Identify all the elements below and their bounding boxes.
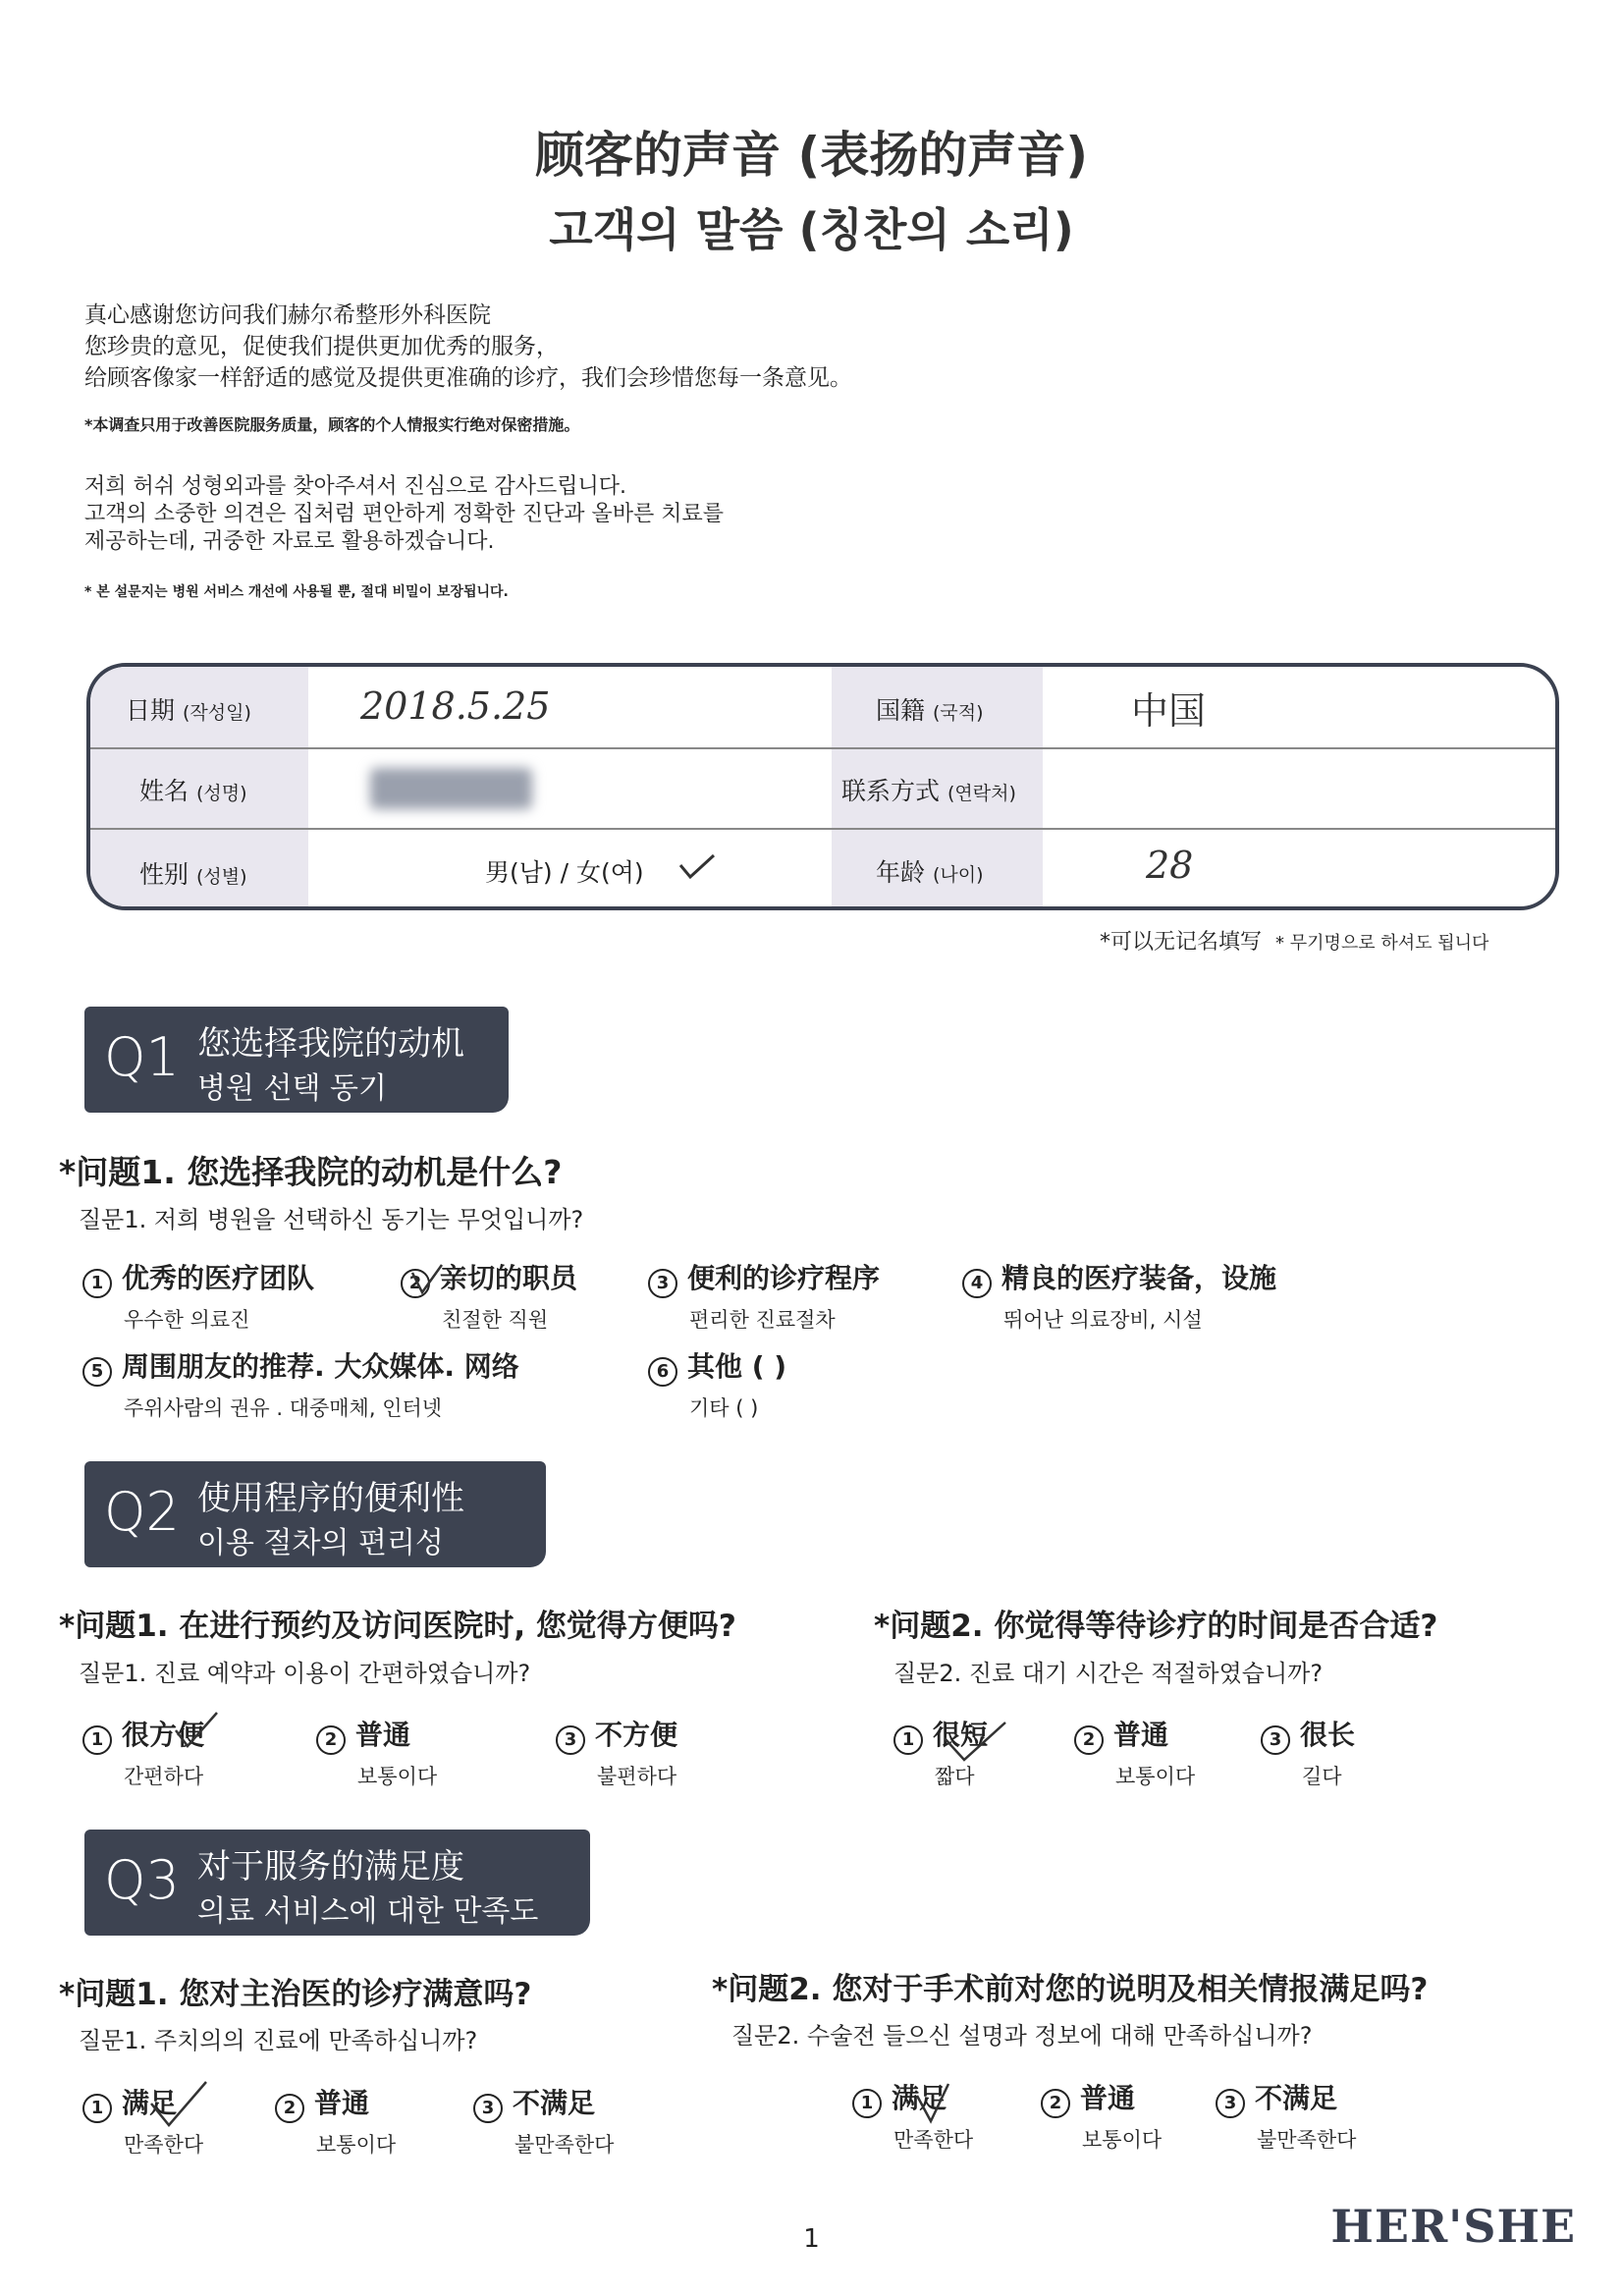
q3-2-option-1[interactable]: 1 满足 만족한다: [852, 2077, 973, 2154]
intro-kr-line-3: 제공하는데, 귀중한 자료로 활용하겠습니다.: [84, 529, 495, 554]
q3-1-question-cn: *问题1. 您对主治医的诊疗满意吗?: [59, 1977, 532, 2012]
q3-section-badge: [84, 1830, 590, 1936]
q3-1-check-mark: [147, 2080, 210, 2129]
q2-2-option-2[interactable]: 2 普通 보통이다: [1074, 1714, 1195, 1790]
q1-title-kr: 병원 선택 동기: [197, 1071, 387, 1106]
q1-option-3[interactable]: 3 便利的诊疗程序 편리한 진료절차: [648, 1257, 880, 1334]
q2-2-option-3[interactable]: 3 很长 길다: [1261, 1714, 1355, 1790]
q3-2-check-mark: [913, 2082, 952, 2125]
name-redacted[interactable]: [370, 768, 532, 809]
row-divider: [90, 747, 1555, 749]
gender-options[interactable]: 男(남) / 女(여): [485, 858, 644, 887]
q2-number: Q2: [104, 1481, 180, 1543]
intro-cn-line-3: 给顾客像家一样舒适的感觉及提供更准确的诊疗，我们会珍惜您每一条意见。: [84, 365, 852, 391]
q2-2-question-cn: *问题2. 你觉得等待诊疗的时间是否合适?: [874, 1609, 1438, 1644]
q3-2-question-kr: 질문2. 수술전 들으신 설명과 정보에 대해 만족하십니까?: [731, 2022, 1313, 2050]
gender-label: 性别 (성별): [139, 860, 247, 889]
hershe-logo: HER'SHE: [1330, 2200, 1576, 2253]
name-label: 姓名 (성명): [139, 777, 247, 805]
q2-1-option-3[interactable]: 3 不方便 불편하다: [556, 1714, 677, 1790]
page-title-cn: 顾客的声音 (表扬的声音): [534, 127, 1089, 184]
q1-option-6[interactable]: 6 其他 ( ) 기타 ( ): [648, 1345, 786, 1422]
q1-number: Q1: [104, 1026, 180, 1088]
q2-2-question-kr: 질문2. 진료 대기 시간은 적절하였습니까?: [893, 1660, 1324, 1687]
age-value[interactable]: 28: [1146, 844, 1194, 887]
q1-check-mark: [408, 1263, 444, 1298]
q3-title-kr: 의료 서비스에 대한 만족도: [197, 1894, 539, 1929]
q2-1-option-2[interactable]: 2 普通 보통이다: [316, 1714, 437, 1790]
q3-2-option-2[interactable]: 2 普通 보통이다: [1041, 2077, 1162, 2154]
note-cn: *本调查只用于改善医院服务质量，顾客的个人情报实行绝对保密措施。: [84, 415, 580, 434]
nationality-value[interactable]: 中国: [1131, 689, 1207, 733]
q2-title-cn: 使用程序的便利性: [197, 1479, 464, 1518]
q1-question-kr: 질문1. 저희 병원을 선택하신 동기는 무엇입니까?: [79, 1206, 584, 1233]
intro-cn-line-2: 您珍贵的意见，促使我们提供更加优秀的服务，: [84, 334, 559, 359]
row-divider: [90, 828, 1555, 830]
q3-2-question-cn: *问题2. 您对于手术前对您的说明及相关情报满足吗?: [712, 1972, 1429, 2007]
q3-1-option-2[interactable]: 2 普通 보통이다: [275, 2082, 396, 2159]
q3-title-cn: 对于服务的满足度: [197, 1847, 464, 1886]
gender-check-mark: [677, 851, 717, 883]
nationality-label: 国籍 (국적): [876, 696, 984, 725]
q1-option-2[interactable]: 2 亲切的职员 친절한 직원: [401, 1257, 577, 1334]
q2-1-question-cn: *问题1. 在进行预约及访问医院时, 您觉得方便吗?: [59, 1609, 736, 1644]
q1-title-cn: 您选择我院的动机: [197, 1024, 464, 1064]
q3-1-option-3[interactable]: 3 不满足 불만족한다: [473, 2082, 614, 2159]
q2-2-check-mark: [941, 1721, 1009, 1764]
personal-info-table: [86, 663, 1559, 910]
q2-1-check-mark: [172, 1709, 221, 1752]
q2-1-question-kr: 질문1. 진료 예약과 이용이 간편하였습니까?: [79, 1660, 531, 1687]
q3-1-question-kr: 질문1. 주치의의 진료에 만족하십니까?: [79, 2027, 478, 2054]
intro-kr-line-2: 고객의 소중한 의견은 집처럼 편안하게 정확한 진단과 올바른 치료를: [84, 502, 725, 526]
q3-1-option-1[interactable]: 1 满足 만족한다: [82, 2082, 203, 2159]
q2-2-option-1[interactable]: 1 很短 짧다: [893, 1714, 988, 1790]
q2-title-kr: 이용 절차의 편리성: [197, 1526, 444, 1560]
page-number: 1: [803, 2224, 820, 2254]
q3-2-option-3[interactable]: 3 不满足 불만족한다: [1216, 2077, 1356, 2154]
contact-label: 联系方式 (연락처): [841, 777, 1016, 805]
q2-1-option-1[interactable]: 1 很方便 간편하다: [82, 1714, 204, 1790]
q1-section-badge: [84, 1007, 509, 1113]
note-kr: * 본 설문지는 병원 서비스 개선에 사용될 뿐, 절대 비밀이 보장됩니다.: [84, 584, 509, 600]
q1-option-5[interactable]: 5 周围朋友的推荐. 大众媒体. 网络 주위사람의 권유 . 대중매체, 인터넷: [82, 1345, 519, 1422]
intro-cn-line-1: 真心感谢您访问我们赫尔希整形外科医院: [84, 302, 491, 328]
q3-number: Q3: [104, 1849, 180, 1911]
intro-kr-line-1: 저희 허쉬 성형외과를 찾아주셔서 진심으로 감사드립니다.: [84, 474, 627, 499]
q2-section-badge: [84, 1461, 546, 1567]
date-label: 日期 (작성일): [126, 696, 251, 725]
date-value[interactable]: 2018.5.25: [360, 684, 551, 728]
page-title-kr: 고객의 말씀 (칭찬의 소리): [549, 203, 1074, 256]
anonymous-note: *可以无记名填写 * 무기명으로 하셔도 됩니다: [1100, 930, 1489, 955]
q1-question-cn: *问题1. 您选择我院的动机是什么?: [59, 1153, 563, 1191]
age-label: 年龄 (나이): [876, 858, 984, 887]
q1-option-4[interactable]: 4 精良的医疗装备，设施 뛰어난 의료장비, 시설: [962, 1257, 1276, 1334]
q1-option-1[interactable]: 1 优秀的医疗团队 우수한 의료진: [82, 1257, 314, 1334]
